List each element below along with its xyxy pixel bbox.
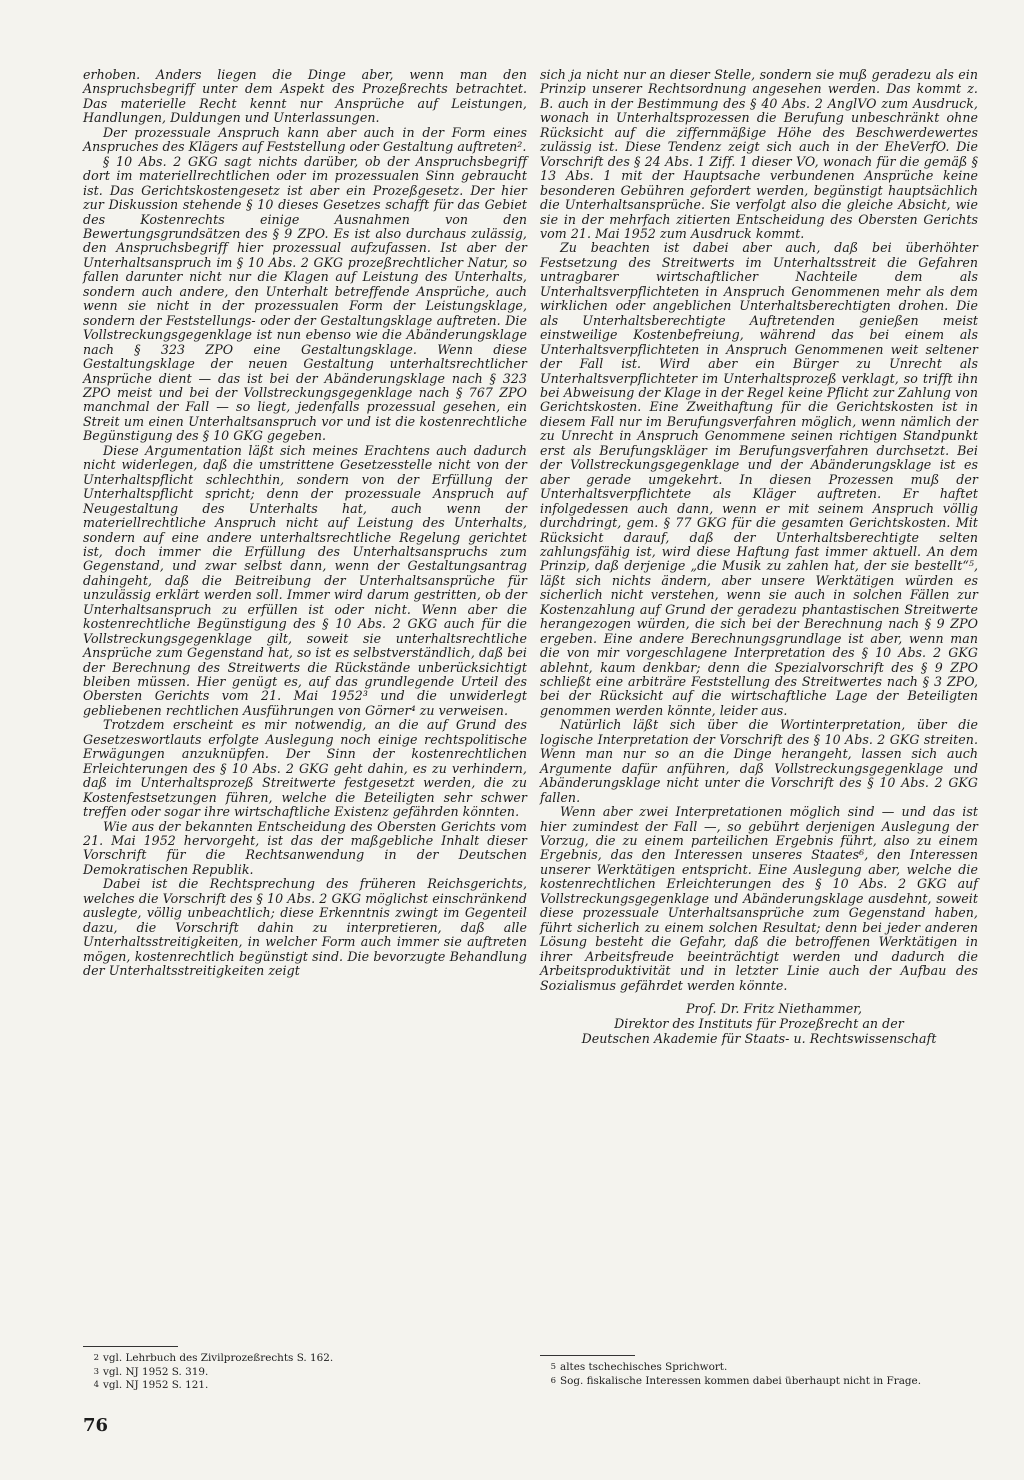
- paragraph: Trotzdem erscheint es mir notwendig, an die auf Grund des Gesetzeswortlauts erfolgte Auslegung noch einige rechtspolitische Erwägungen anzuknüpfen. Der Sinn der kostenrechtlichen Erleichterungen des § 10 Abs. 2 GKG geht dahin, es zu verhindern, daß im Unterhaltsprozeß Streitwerte festgesetzt werden, die zu Kostenfestsetzungen führen, welche die Beteiligten sehr schwer treffen oder sogar ihre wirtschaftliche Existenz gefährden könnten.: [83, 717, 527, 820]
- footnotes-right: [540, 1355, 978, 1388]
- footnote-divider: [83, 1346, 178, 1347]
- footnote: [540, 1361, 978, 1375]
- footnote-number: 3: [93, 1366, 99, 1377]
- footnote: [83, 1366, 523, 1380]
- paragraph: erhoben. Anders liegen die Dinge aber, wenn man den Anspruchsbegriff unter dem Aspekt des Prozeßrechts betrachtet. Das materielle Recht kennt nur Ansprüche auf Leistungen, Handlungen, Duldungen und Unterlassungen.: [83, 67, 527, 126]
- footnote: [540, 1375, 978, 1389]
- paragraph: Dabei ist die Rechtsprechung des früheren Reichsgerichts, welches die Vorschrift des § 10 Abs. 2 GKG möglichst einschränkend auslegte, völlig unbeachtlich; diese Erkenntnis zwingt im Gegenteil dazu, die Vorschrift dahin zu interpretieren, daß alle Unterhaltsstreitigkeiten, in welcher Form auch immer sie auftreten mögen, kostenrechtlich begünstigt sind. Die bevorzugte Behandlung der Unterhaltsstreitigkeiten zeigt: [83, 876, 527, 979]
- footnotes-left: [83, 1346, 523, 1393]
- footnote: [83, 1352, 523, 1366]
- page-number: 76: [83, 1415, 109, 1436]
- footnote-text: vgl. NJ 1952 S. 319.: [103, 1365, 209, 1378]
- footnote-divider: [540, 1355, 635, 1356]
- footnote-number: 5: [550, 1362, 556, 1372]
- author-title: Direktor des Instituts für Prozeßrecht an der: [614, 1016, 904, 1031]
- right-column: [540, 68, 978, 1046]
- author-affiliation: Deutschen Akademie für Staats- u. Rechtswissenschaft: [581, 1031, 937, 1046]
- paragraph: § 10 Abs. 2 GKG sagt nichts darüber, ob der Anspruchsbegriff dort im materiellrechtlichen oder im prozessualen Sinn gebraucht ist. Das Gerichtskostengesetz ist aber ein Prozeßgesetz. Der hier zur Diskussion stehende § 10 dieses Gesetzes schafft für das Gebiet des Kostenrechts einige Ausnahmen von den Bewertungsgrundsätzen des § 9 ZPO. Es ist also durchaus zulässig, den Anspruchsbegriff hier prozessual aufzufassen. Ist aber der Unterhaltsanspruch im § 10 Abs. 2 GKG prozeßrechtlicher Natur, so fallen darunter nicht nur die Klagen auf Leistung des Unterhalts, sondern auch andere, den Unterhalt betreffende Ansprüche, auch wenn sie nicht in der prozessualen Form der Leistungsklage, sondern der Feststellungs- oder der Gestaltungsklage auftreten. Die Vollstreckungsgegenklage ist nun ebenso wie die Abänderungsklage nach § 323 ZPO eine Gestaltungsklage. Wenn diese Gestaltungsklage der neuen Gestaltung unterhaltsrechtlicher Ansprüche dient — das ist bei der Abänderungsklage nach § 323 ZPO meist und bei der Vollstreckungsgegenklage nach § 767 ZPO manchmal der Fall — so liegt, jedenfalls prozessual gesehen, ein Streit um einen Unterhaltsanspruch vor und ist die kostenrechtliche Begünstigung des § 10 GKG gegeben.: [83, 153, 527, 444]
- footnote-number: 4: [93, 1380, 99, 1390]
- footnote-number: 2: [93, 1353, 99, 1363]
- author-name: Prof. Dr. Fritz Niethammer,: [685, 1001, 863, 1016]
- paragraph: Wie aus der bekannten Entscheidung des Obersten Gerichts vom 21. Mai 1952 hervorgeht, ist das der maßgebliche Inhalt dieser Vorschrift für die Rechtsanwendung in der Deutschen Demokratischen Republik.: [83, 818, 527, 877]
- footnote: [83, 1379, 523, 1393]
- paragraph: sich ja nicht nur an dieser Stelle, sondern sie muß geradezu als ein Prinzip unserer Rechtsordnung angesehen werden. Das kommt z. B. auch in der Bestimmung des § 40 Abs. 2 AnglVO zum Ausdruck, wonach in Unterhaltsprozessen die Berufung unbeschränkt ohne Rücksicht auf die ziffernmäßige Höhe des Beschwerdewertes zulässig ist. Diese Tendenz zeigt sich auch in der EheVerfO. Die Vorschrift des § 24 Abs. 1 Ziff. 1 dieser VO, wonach für die gemäß § 13 Abs. 1 mit der Hauptsache verbundenen Ansprüche keine besonderen Gebühren gefordert werden, begünstigt hauptsächlich die Unterhaltsansprüche. Sie verfolgt also die gleiche Absicht, wie sie in der mehrfach zitierten Entscheidung des Obersten Gerichts vom 21. Mai 1952 zum Ausdruck kommt.: [540, 67, 978, 241]
- left-column: [83, 68, 527, 979]
- paragraph: Wenn aber zwei Interpretationen möglich sind — und das ist hier zumindest der Fall —, so gebührt derjenigen Auslegung der Vorzug, die zu einem parteilichen Ergebnis führt, also zu einem Ergebnis, das den Interessen unseres Staates⁶, den Interessen unserer Werktätigen entspricht. Eine Auslegung aber, welche die kostenrechtlichen Erleichterungen des § 10 Abs. 2 GKG auf Vollstreckungsgegenklage und Abänderungsklage ausdehnt, soweit diese prozessuale Unterhaltsansprüche zum Gegenstand haben, führt sicherlich zu einem solchen Resultat; denn bei jeder anderen Lösung besteht die Gefahr, daß die betroffenen Werktätigen in ihrer Arbeitsfreude beeinträchtigt werden und dadurch die Arbeitsproduktivität und in letzter Linie auch der Aufbau des Sozialismus gefährdet werden könnte.: [540, 804, 978, 993]
- paragraph: Zu beachten ist dabei aber auch, daß bei überhöhter Festsetzung des Streitwerts im Unterhaltsstreit die Gefahren untragbarer wirtschaftlicher Nachteile dem als Unterhaltsverpflichteten in Anspruch Genommenen mehr als dem wirklichen oder angeblichen Unterhaltsberechtigten drohen. Die als Unterhaltsberechtigte Auftretenden genießen meist einstweilige Kostenbefreiung, während das bei einem als Unterhaltsverpflichteten in Anspruch Genommenen weit seltener der Fall ist. Wird aber ein Bürger zu Unrecht als Unterhaltsverpflichteter im Unterhaltsprozeß verklagt, so trifft ihn bei Abweisung der Klage in der Regel keine Pflicht zur Zahlung von Gerichtskosten. Eine Zweithaftung für die Gerichtskosten ist in diesem Fall nur im Berufungsverfahren möglich, wenn nämlich der zu Unrecht in Anspruch Genommene seinen richtigen Standpunkt erst als Berufungskläger im Berufungsverfahren durchsetzt. Bei der Vollstreckungsgegenklage und der Abänderungsklage ist es aber gerade umgekehrt. In diesen Prozessen muß der Unterhaltsverpflichtete als Kläger auftreten. Er haftet infolgedessen auch dann, wenn er mit seinem Anspruch völlig durchdringt, gem. § 77 GKG für die gesamten Gerichtskosten. Mit Rücksicht darauf, daß der Unterhaltsberechtigte selten zahlungsfähig ist, wird diese Haftung fast immer aktuell. An dem Prinzip, daß derjenige „die Musik zu zahlen hat, der sie bestellt“⁵, läßt sich nichts ändern, aber unsere Werktätigen würden es sicherlich nicht verstehen, wenn sie auch in solchen Fällen zur Kostenzahlung auf Grund der geradezu phantastischen Streitwerte herangezogen würden, die sich bei der Berechnung nach § 9 ZPO ergeben. Eine andere Berechnungsgrundlage ist aber, wenn man die von mir vorgeschlagene Interpretation des § 10 Abs. 2 GKG ablehnt, kaum denkbar; denn die Spezialvorschrift des § 9 ZPO schließt eine arbiträre Feststellung des Streitwertes nach § 3 ZPO, bei der Rücksicht auf die wirtschaftliche Lage der Beteiligten genommen werden könnte, leider aus.: [540, 240, 978, 718]
- paragraph: Diese Argumentation läßt sich meines Erachtens auch dadurch nicht widerlegen, daß die umstrittene Gesetzesstelle nicht von der Unterhaltspflicht schlechthin, sondern von der Erfüllung der Unterhaltspflicht spricht; denn der prozessuale Anspruch auf Neugestaltung des Unterhalts hat, auch wenn der materiellrechtliche Anspruch nicht auf Leistung des Unterhalts, sondern auf eine andere unterhaltsrechtliche Regelung gerichtet ist, doch immer die Erfüllung des Unterhaltsanspruchs zum Gegenstand, und zwar selbst dann, wenn der Gestaltungsantrag dahingeht, daß die Beitreibung der Unterhaltsansprüche für unzulässig erklärt werden soll. Immer wird darum gestritten, ob der Unterhaltsanspruch zu erfüllen ist oder nicht. Wenn aber die kostenrechtliche Begünstigung des § 10 Abs. 2 GKG auch für die Vollstreckungsgegenklage gilt, soweit sie unterhaltsrechtliche Ansprüche zum Gegenstand hat, so ist es selbstverständlich, daß bei der Berechnung des Streitwerts die Rückstände unberücksichtigt bleiben müssen. Hier genügt es, auf das grundlegende Urteil des Obersten Gerichts vom 21. Mai 1952³ und die unwiderlegt gebliebenen rechtlichen Ausführungen von Görner⁴ zu verweisen.: [83, 442, 527, 718]
- footnote-text: Sog. fiskalische Interessen kommen dabei überhaupt nicht in Frage.: [560, 1374, 922, 1387]
- paragraph: Natürlich läßt sich über die Wortinterpretation, über die logische Interpretation der Vorschrift des § 10 Abs. 2 GKG streiten. Wenn man nur so an die Dinge herangeht, lassen sich auch Argumente dafür anführen, daß Vollstreckungsgegenklage und Abänderungsklage nicht unter die Vorschrift des § 10 Abs. 2 GKG fallen.: [540, 717, 978, 805]
- footnote-text: vgl. Lehrbuch des Zivilprozeßrechts S. 162.: [103, 1352, 334, 1364]
- footnote-text: vgl. NJ 1952 S. 121.: [103, 1379, 209, 1391]
- footnote-number: 6: [550, 1375, 556, 1386]
- paragraph: Der prozessuale Anspruch kann aber auch in der Form eines Anspruches des Klägers auf Feststellung oder Gestaltung auftreten².: [83, 124, 527, 155]
- footnote-text: altes tschechisches Sprichwort.: [560, 1361, 728, 1373]
- author-signature: [540, 1001, 978, 1046]
